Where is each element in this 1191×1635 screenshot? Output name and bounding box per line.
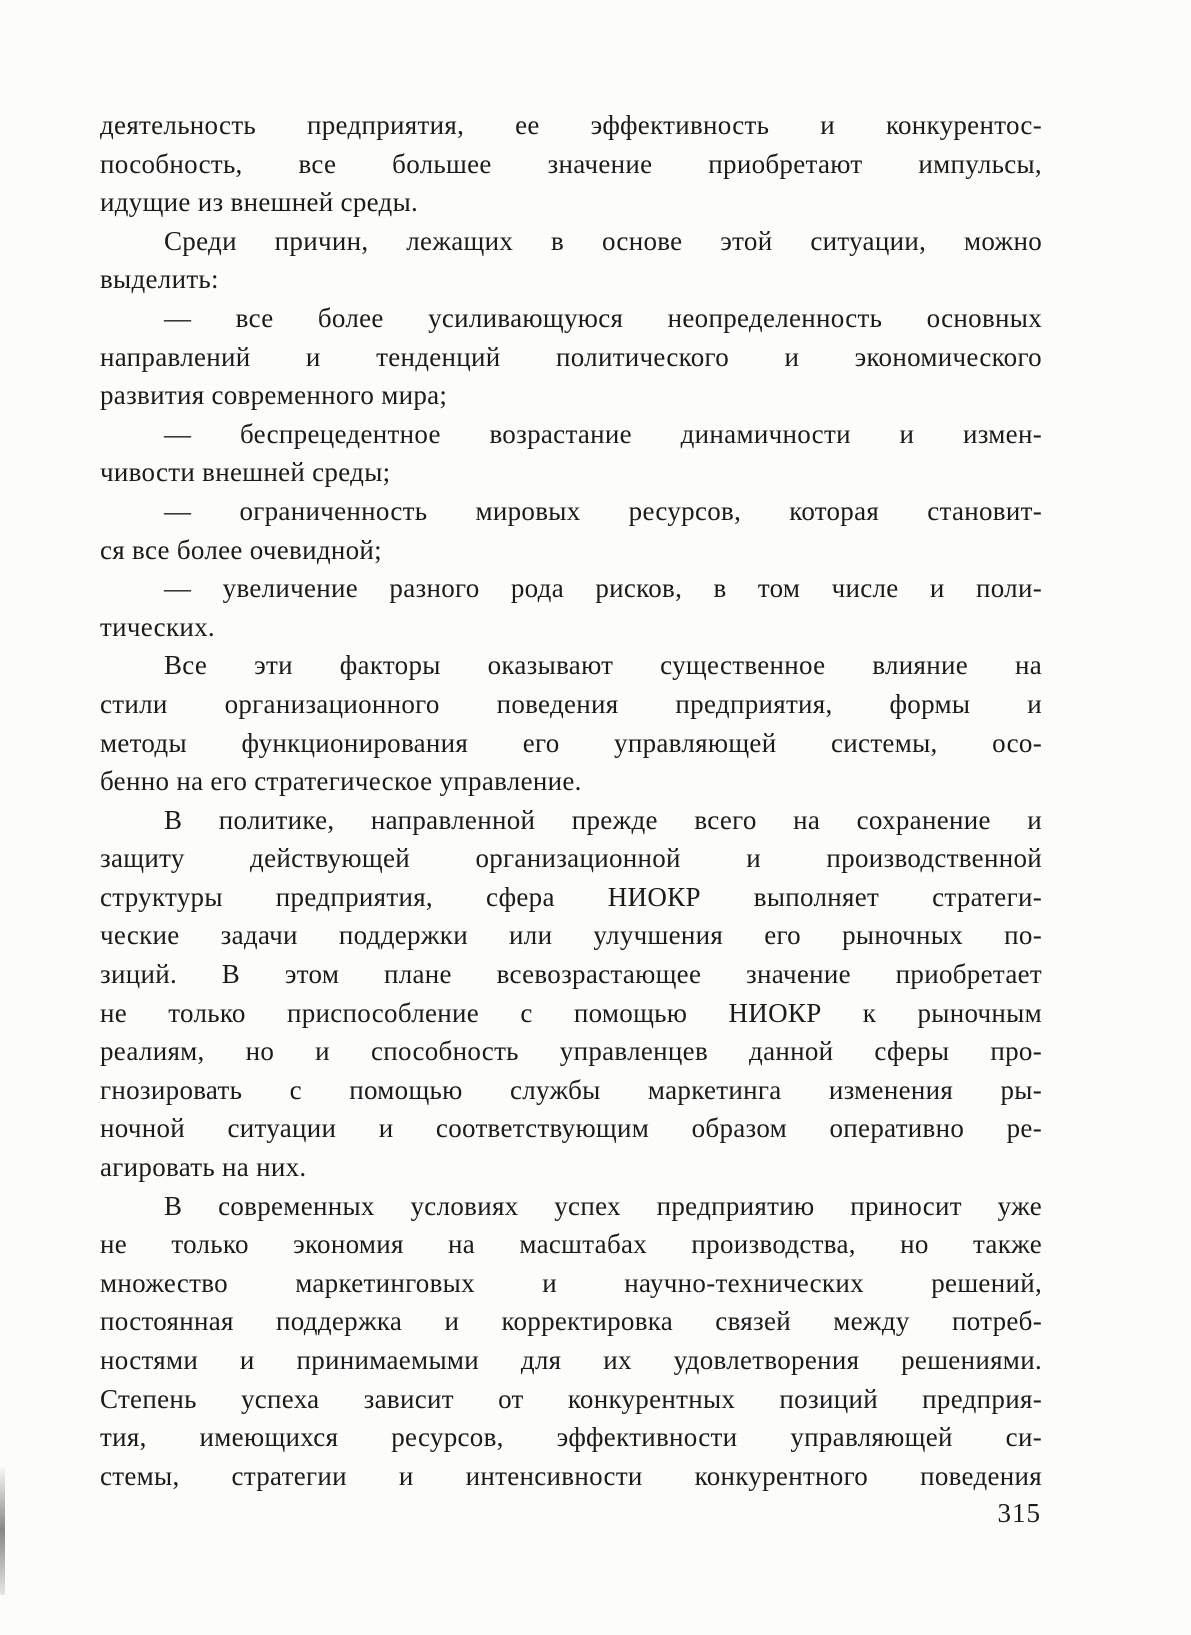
text-line: — все более усиливающуюся неопределенность основных [164, 302, 1042, 333]
text-line: Степень успеха зависит от конкурентных позиций предприя- [100, 1383, 1042, 1414]
text-line: пособность, все большее значение приобретают импульсы, [100, 148, 1042, 179]
text-line: ческие задачи поддержки или улучшения его рыночных по- [100, 920, 1042, 951]
text-line: множество маркетинговых и научно-технических решений, [100, 1267, 1042, 1298]
text-line: Все эти факторы оказывают существенное влияние на [164, 650, 1042, 681]
text-block [100, 106, 1042, 1495]
text-line: В современных условиях успех предприятию приносит уже [164, 1190, 1042, 1221]
page-number: 315 [997, 1498, 1041, 1528]
text-line: методы функционирования его управляющей системы, осо- [100, 727, 1042, 758]
text-line: — ограниченность мировых ресурсов, которая становит- [164, 495, 1042, 526]
text-line: развития современного мира; [100, 380, 448, 411]
text-line: Среди причин, лежащих в основе этой ситуации, можно [164, 225, 1042, 256]
text-line: стили организационного поведения предприятия, формы и [100, 688, 1042, 719]
text-line: тия, имеющихся ресурсов, эффективности управляющей си- [100, 1422, 1042, 1453]
text-line: В политике, направленной прежде всего на сохранение и [164, 804, 1042, 835]
text-line: — беспрецедентное возрастание динамичности и измен- [164, 418, 1042, 449]
text-line: выделить: [100, 264, 219, 295]
text-line: стемы, стратегии и интенсивности конкурентного поведения [100, 1460, 1042, 1491]
text-line: бенно на его стратегическое управление. [100, 766, 582, 797]
text-line: ся все более очевидной; [100, 534, 382, 565]
text-line: не только приспособление с помощью НИОКР к рыночным [100, 997, 1042, 1028]
text-line: идущие из внешней среды. [100, 187, 419, 218]
text-line: — увеличение разного рода рисков, в том числе и поли- [164, 573, 1042, 604]
scan-artifact [0, 1465, 5, 1595]
text-line: гнозировать с помощью службы маркетинга изменения ры- [100, 1074, 1042, 1105]
text-line: зиций. В этом плане всевозрастающее значение приобретает [100, 959, 1042, 990]
text-line: структуры предприятия, сфера НИОКР выполняет стратеги- [100, 881, 1042, 912]
text-line: реалиям, но и способность управленцев данной сферы про- [100, 1036, 1042, 1067]
text-line: защиту действующей организационной и производственной [100, 843, 1042, 874]
text-line: направлений и тенденций политического и экономического [100, 341, 1042, 372]
text-line: деятельность предприятия, ее эффективность и конкурентос- [100, 110, 1042, 140]
text-line: ностями и принимаемыми для их удовлетворения решениями. [100, 1345, 1042, 1375]
text-line: тических. [100, 611, 215, 642]
text-line: ночной ситуации и соответствующим образом оперативно ре- [100, 1113, 1042, 1144]
text-line: не только экономия на масштабах производства, но также [100, 1229, 1042, 1260]
text-line: чивости внешней среды; [100, 457, 391, 488]
text-line: агировать на них. [100, 1152, 307, 1183]
text-line: постоянная поддержка и корректировка связей между потреб- [100, 1306, 1042, 1337]
